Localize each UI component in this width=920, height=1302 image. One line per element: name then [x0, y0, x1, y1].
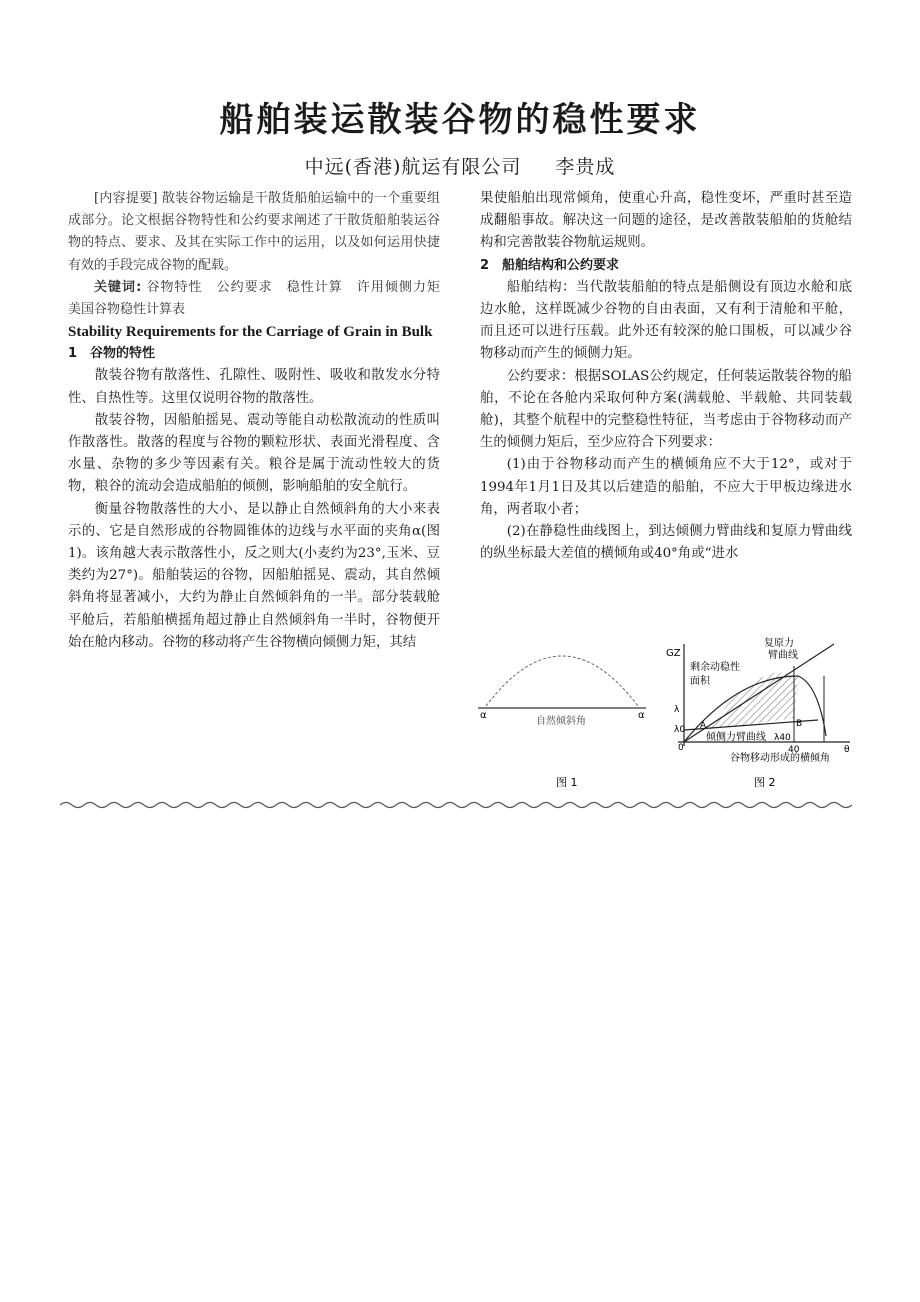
fig2-lambda-40: λ40	[774, 733, 791, 743]
left-column	[68, 188, 454, 654]
section-2-paragraph: 公约要求：根据SOLAS公约规定，任何装运散装谷物的船舶，不论在各舱内采取何种方案(满载舱、半载舱、共同装载舱)，其整个航程中的完整稳性特征，当考虑由于谷物移动而产生的倾侧力矩后，至少应符合下列要求：	[480, 368, 852, 451]
keywords	[68, 277, 454, 321]
fig2-lambda: λ	[674, 705, 680, 715]
figures	[478, 636, 858, 796]
fig2-origin: 0	[678, 743, 684, 753]
fig2-point-b: B	[796, 719, 803, 729]
fig1-caption: 图 1	[556, 776, 578, 789]
fig2-area-label-1: 剩余动稳性	[690, 662, 740, 673]
right-continued-paragraph: 果使船舶出现常倾角，使重心升高，稳性变坏，严重时甚至造成翻船事故。解决这一问题的途径，是改善散装船舶的货舱结构和完善散装谷物航运规则。	[480, 191, 852, 251]
english-title: Stability Requirements for the Carriage of Grain in Bulk	[68, 324, 433, 341]
author-affiliation: 中远(香港)航运有限公司	[304, 156, 522, 178]
fig2-lambda-0: λ0	[674, 725, 686, 735]
abstract	[68, 188, 440, 277]
fig2-straight-line	[684, 644, 834, 742]
fig2-residual-area	[706, 672, 798, 730]
section-1-heading: 1 谷物的特性	[68, 346, 156, 362]
abstract-text: 散装谷物运输是干散货船舶运输中的一个重要组成部分。论文根据谷物特性和公约要求阐述了干散货船舶装运谷物的特点、要求、及其在实际工作中的运用，以及如何运用快捷有效的手段完成谷物的配载。	[68, 191, 440, 273]
fig2-area-label-2: 面积	[690, 676, 710, 687]
abstract-label: [内容提要]	[94, 191, 158, 206]
author-name: 李贵成	[555, 156, 616, 178]
fig2-theta: θ	[844, 745, 850, 755]
figure-2	[666, 636, 850, 789]
right-column	[480, 188, 852, 565]
paper-title: 船舶装运散装谷物的稳性要求	[219, 100, 701, 140]
fig1-grain-cone	[486, 656, 638, 706]
fig1-label: 自然倾斜角	[536, 716, 586, 727]
fig2-restoring-label-1: 复原力	[764, 638, 794, 649]
fig2-point-a: A	[700, 721, 707, 731]
fig1-alpha-right: α	[638, 710, 645, 721]
section-2-heading: 2 船舶结构和公约要求	[480, 257, 620, 273]
section-1-paragraph: 衡量谷物散落性的大小、是以静止自然倾斜角的大小来表示的、它是自然形成的谷物圆锥体的边线与水平面的夹角α(图1)。该角越大表示散落性小，反之则大(小麦约为23°,玉米、豆类约为27°)。船舶装运的谷物，因船舶摇晃、震动，其自然倾斜角将显著减小，大约为静止自然倾斜角的一半。部分装载舱平舱后，若船舶横摇角超过静止自然倾斜角一半时，谷物便开始在舱内移动。谷物的移动将产生谷物横向倾侧力矩，其结	[68, 501, 440, 650]
fig1-alpha-left: α	[480, 710, 487, 721]
section-2-paragraph: (2)在静稳性曲线图上，到达倾侧力臂曲线和复原力臂曲线的纵坐标最大差值的横倾角或40°角或“进水	[480, 524, 852, 562]
figures-svg	[478, 636, 858, 796]
section-1-paragraph: 散装谷物有散落性、孔隙性、吸附性、吸收和散发水分特性、自热性等。这里仅说明谷物的散落性。	[68, 368, 440, 406]
fig2-heeling-label: 倾侧力臂曲线	[706, 732, 766, 743]
fig2-x-label: 谷物移动形成的横倾角	[730, 753, 830, 764]
figure-1	[478, 656, 646, 789]
fig2-tick-40: 40	[788, 745, 800, 755]
keywords-label: 关键词:	[94, 279, 142, 295]
section-1-paragraph: 散装谷物，因船舶摇晃、震动等能自动松散流动的性质叫作散落性。散落的程度与谷物的颗粒形状、表面光滑程度、含水量、杂物的多少等因素有关。粮谷是属于流动性较大的货物，粮谷的流动会造成船舶的倾侧，影响船舶的安全航行。	[68, 412, 440, 495]
section-2-paragraph: 船舶结构：当代散装船舶的特点是船侧设有顶边水舱和底边水舱，这样既减少谷物的自由表面，又有利于清舱和平舱，而且还可以进行压载。此外还有较深的舱口围板，可以减少谷物移动而产生的倾侧力矩。	[480, 279, 852, 362]
fig2-caption: 图 2	[754, 776, 776, 789]
section-2-paragraph: (1)由于谷物移动而产生的横倾角应不大于12°，或对于1994年1月1日及其以后建造的船舶，不应大于甲板边缘进水角，两者取小者；	[480, 457, 852, 517]
keywords-text: 谷物特性 公约要求 稳性计算 许用倾侧力矩 美国谷物稳性计算表	[68, 279, 454, 318]
fig2-y-label: GZ	[666, 648, 681, 659]
wavy-rule	[60, 798, 860, 812]
author-line	[0, 152, 920, 179]
fig2-restoring-label-2: 臂曲线	[768, 650, 798, 661]
